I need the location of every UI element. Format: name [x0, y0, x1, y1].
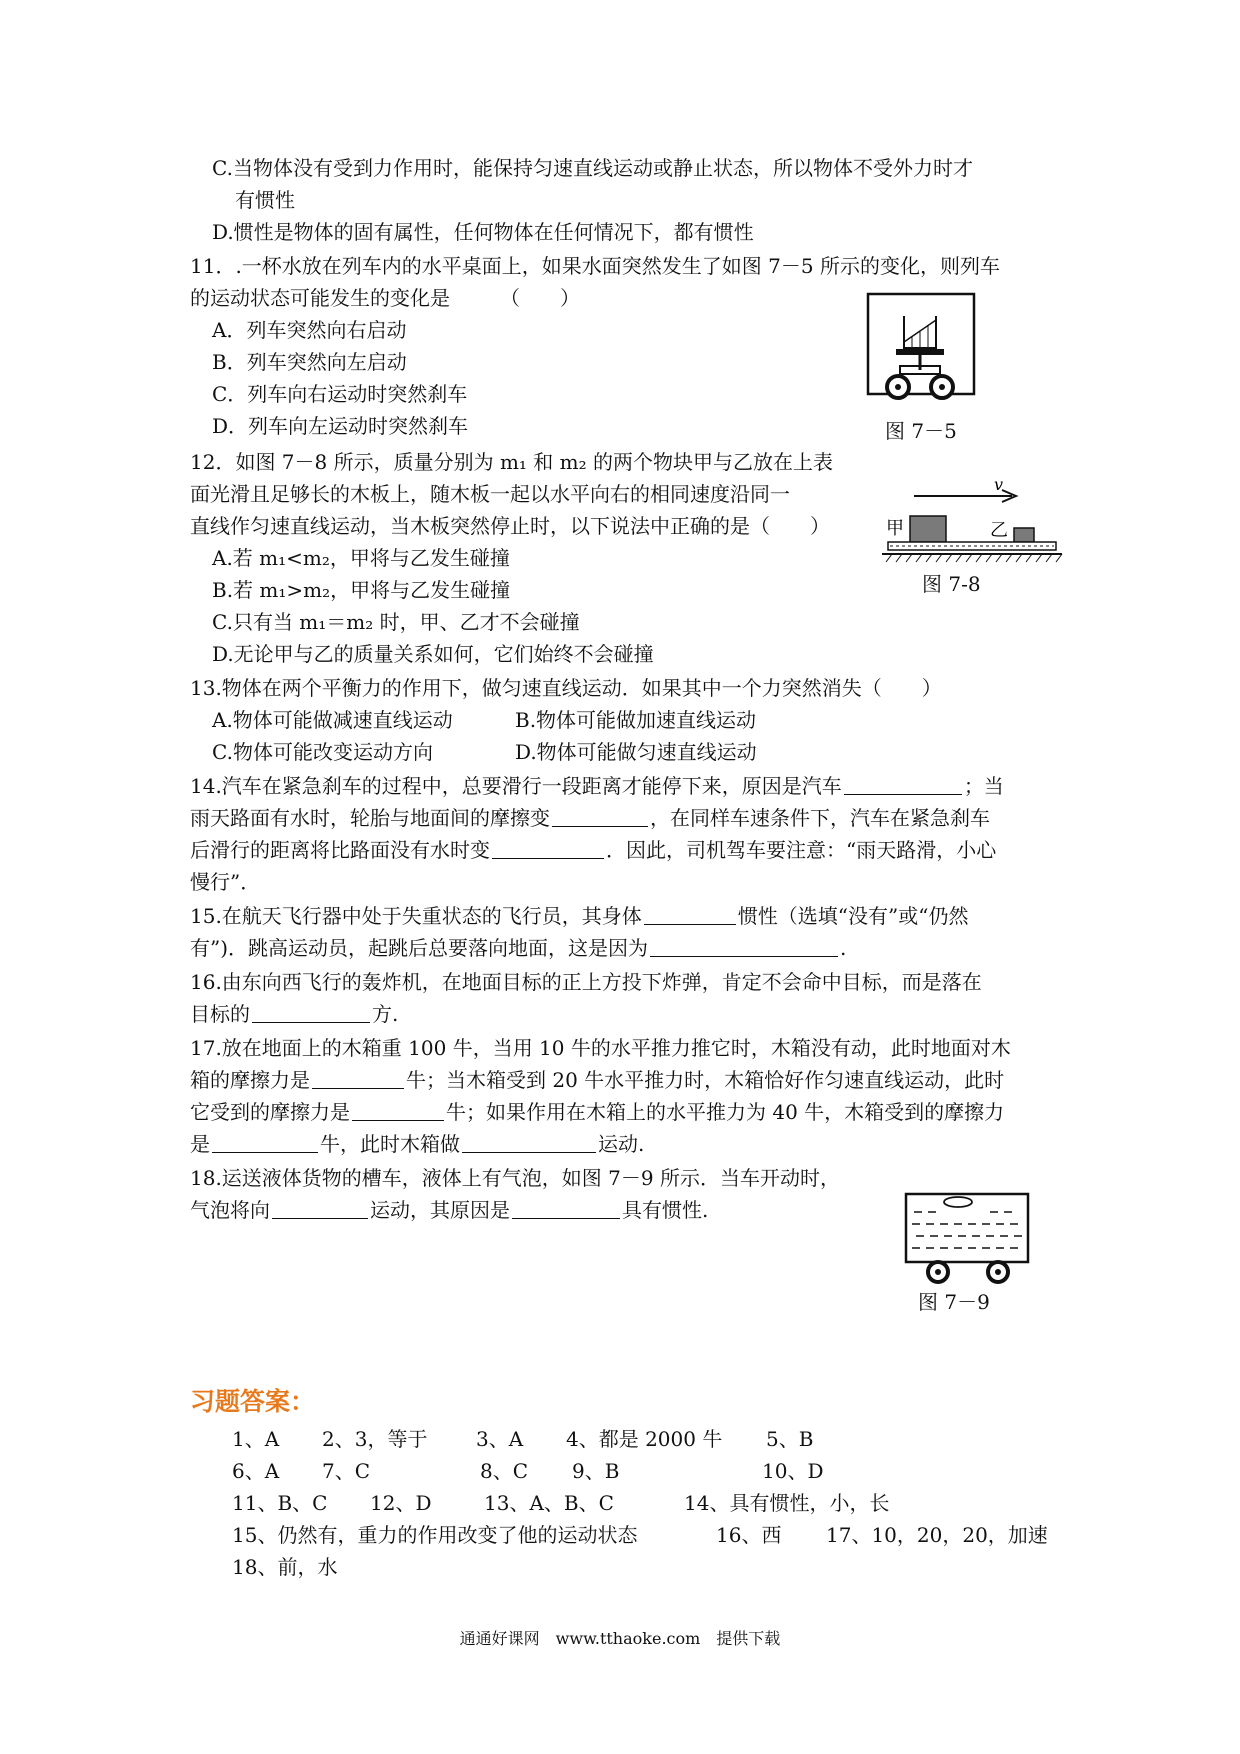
q17-text-4a: 是	[190, 1132, 210, 1156]
q11-option-a: A．列车突然向右启动	[212, 318, 407, 342]
answers-row-2	[0, 1456, 1240, 1486]
q15-text-1b: 惯性（选填“没有”或“仍然	[737, 904, 969, 928]
q18-line1: 18.运送液体货物的槽车，液体上有气泡，如图 7－9 所示．当车开动时，	[190, 1166, 840, 1190]
q14-text-2a: 雨天路面有水时，轮胎与地面间的摩擦变	[190, 806, 550, 830]
q18-blank-2[interactable]	[512, 1196, 620, 1219]
answer-item: 1、A	[232, 1427, 280, 1451]
q13-option-d: D.物体可能做匀速直线运动	[515, 740, 757, 764]
answer-item: 10、D	[762, 1459, 824, 1483]
q11-option-c: C．列车向右运动时突然刹车	[212, 382, 468, 406]
figure-7-8-caption: 图 7-8	[922, 572, 981, 596]
answer-item: 18、前，水	[232, 1555, 338, 1579]
answer-item: 9、B	[572, 1459, 620, 1483]
q17-text-3b: 牛；如果作用在木箱上的水平推力为 40 牛，木箱受到的摩擦力	[446, 1100, 1005, 1124]
block-yi-label: 乙	[990, 520, 1008, 541]
answer-item: 13、A、B、C	[484, 1491, 614, 1515]
q13-stem: 13.物体在两个平衡力的作用下，做匀速直线运动．如果其中一个力突然消失（ ）	[190, 676, 942, 700]
q14-text-3b: ．因此，司机驾车要注意：“雨天路滑，小心	[606, 838, 997, 862]
answer-item: 4、都是 2000 牛	[566, 1427, 723, 1451]
q12-stem-line2: 面光滑且足够长的木板上，随木板一起以水平向右的相同速度沿同一	[190, 482, 790, 506]
answer-item: 12、D	[370, 1491, 432, 1515]
q17-blank-1[interactable]	[312, 1066, 404, 1089]
q11-option-b: B．列车突然向左启动	[212, 350, 407, 374]
q12-option-d: D.无论甲与乙的质量关系如何，它们始终不会碰撞	[212, 642, 654, 666]
answers-title: 习题答案：	[190, 1387, 316, 1416]
q17-text-3a: 它受到的摩擦力是	[190, 1100, 350, 1124]
q14-text-1a: 14.汽车在紧急刹车的过程中，总要滑行一段距离才能停下来，原因是汽车	[190, 774, 842, 798]
figure-7-9-tank-truck	[902, 1190, 1038, 1284]
q18-text-2b: 运动，其原因是	[370, 1198, 510, 1222]
q18-line2	[190, 1194, 708, 1226]
answer-item: 5、B	[766, 1427, 814, 1451]
q17-line4	[190, 1128, 644, 1160]
answer-item: 8、C	[480, 1459, 529, 1483]
q15-line2	[190, 932, 846, 964]
q17-line1: 17.放在地面上的木箱重 100 牛，当用 10 牛的水平推力推它时，木箱没有动，此时地面对木	[190, 1036, 1011, 1060]
q12-option-a: A.若 m₁<m₂，甲将与乙发生碰撞	[212, 546, 510, 570]
q13-option-a: A.物体可能做减速直线运动	[212, 708, 453, 732]
q14-line4: 慢行”．	[190, 870, 261, 894]
q14-blank-2[interactable]	[552, 804, 648, 827]
q11-stem-line1: 11．.一杯水放在列车内的水平桌面上，如果水面突然发生了如图 7－5 所示的变化，则列车	[190, 254, 1000, 278]
block-yi	[1014, 528, 1034, 542]
q17-line2	[190, 1064, 1004, 1096]
velocity-label: v	[994, 476, 1004, 494]
q14-text-1b: ；当	[963, 774, 1004, 798]
answers-row-5	[0, 1552, 1240, 1582]
q12-stem-line3: 直线作匀速直线运动，当木板突然停止时，以下说法中正确的是（ ）	[190, 514, 830, 538]
q17-blank-2[interactable]	[352, 1098, 444, 1121]
q16-line2	[190, 998, 398, 1030]
q14-blank-1[interactable]	[844, 772, 962, 795]
answer-item: 7、C	[322, 1459, 371, 1483]
figure-7-8-blocks-on-board	[878, 476, 1078, 572]
block-jia	[910, 516, 946, 542]
q17-line3	[190, 1096, 1004, 1128]
q18-text-2a: 气泡将向	[190, 1198, 270, 1222]
q14-blank-3[interactable]	[492, 836, 604, 859]
q16-blank-1[interactable]	[252, 1000, 370, 1023]
q10-option-c-line2: 有惯性	[235, 188, 295, 212]
q15-text-2a: 有”)．跳高运动员，起跳后总要落向地面，这是因为	[190, 936, 649, 960]
q15-line1	[190, 900, 969, 932]
q11-stem-line2: 的运动状态可能发生的变化是 （ ）	[190, 286, 580, 310]
q14-line1	[190, 770, 1004, 802]
q17-text-4c: 运动.	[598, 1132, 645, 1156]
q10-option-c-line1: C.当物体没有受到力作用时，能保持匀速直线运动或静止状态，所以物体不受外力时才	[212, 156, 973, 180]
answer-item: 11、B、C	[232, 1491, 328, 1515]
answer-item: 17、10，20，20，加速	[826, 1523, 1048, 1547]
q16-text-2a: 目标的	[190, 1002, 250, 1026]
q13-option-b: B.物体可能做加速直线运动	[515, 708, 757, 732]
answer-item: 2、3，等于	[322, 1427, 428, 1451]
q17-text-4b: 牛，此时木箱做	[320, 1132, 460, 1156]
q14-text-3a: 后滑行的距离将比路面没有水时变	[190, 838, 490, 862]
q15-text-2b: .	[840, 936, 847, 960]
q17-blank-3[interactable]	[212, 1130, 318, 1153]
page-footer: 通通好课网 www.tthaoke.com 提供下载	[459, 1629, 781, 1648]
q15-blank-1[interactable]	[644, 902, 736, 925]
answers-row-1	[0, 1424, 1240, 1454]
q12-option-b: B.若 m₁>m₂，甲将与乙发生碰撞	[212, 578, 511, 602]
q13-option-c: C.物体可能改变运动方向	[212, 740, 433, 764]
q11-option-d: D．列车向左运动时突然刹车	[212, 414, 469, 438]
q12-option-c: C.只有当 m₁＝m₂ 时，甲、乙才不会碰撞	[212, 610, 580, 634]
block-jia-label: 甲	[886, 518, 904, 539]
q14-line2	[190, 802, 990, 834]
q15-blank-2[interactable]	[650, 934, 838, 957]
air-bubble	[944, 1197, 972, 1207]
q17-blank-4[interactable]	[462, 1130, 596, 1153]
answer-item: 14、具有惯性，小，长	[684, 1491, 890, 1515]
q18-text-2c: 具有惯性.	[622, 1198, 709, 1222]
answers-row-3	[0, 1488, 1240, 1518]
answer-item: 3、A	[476, 1427, 524, 1451]
q18-blank-1[interactable]	[272, 1196, 368, 1219]
answers-row-4	[0, 1520, 1240, 1550]
q17-text-2a: 箱的摩擦力是	[190, 1068, 310, 1092]
q17-text-2b: 牛；当木箱受到 20 牛水平推力时，木箱恰好作匀速直线运动，此时	[406, 1068, 1005, 1092]
q14-line3	[190, 834, 996, 866]
q15-text-1a: 15.在航天飞行器中处于失重状态的飞行员，其身体	[190, 904, 642, 928]
answer-item: 15、仍然有，重力的作用改变了他的运动状态	[232, 1523, 638, 1547]
q16-text-2b: 方.	[372, 1002, 399, 1026]
q10-option-d: D.惯性是物体的固有属性，任何物体在任何情况下，都有惯性	[212, 220, 754, 244]
figure-7-5-caption: 图 7－5	[885, 419, 957, 443]
figure-7-9-caption: 图 7－9	[918, 1290, 990, 1314]
q12-stem-line1: 12．如图 7－8 所示，质量分别为 m₁ 和 m₂ 的两个物块甲与乙放在上表	[190, 450, 834, 474]
figure-7-5-train-cup	[866, 292, 978, 408]
answer-item: 16、西	[716, 1523, 782, 1547]
answer-item: 6、A	[232, 1459, 280, 1483]
q14-text-2b: ，在同样车速条件下，汽车在紧急刹车	[650, 806, 990, 830]
q16-line1: 16.由东向西飞行的轰炸机，在地面目标的正上方投下炸弹，肯定不会命中目标，而是落在	[190, 970, 982, 994]
